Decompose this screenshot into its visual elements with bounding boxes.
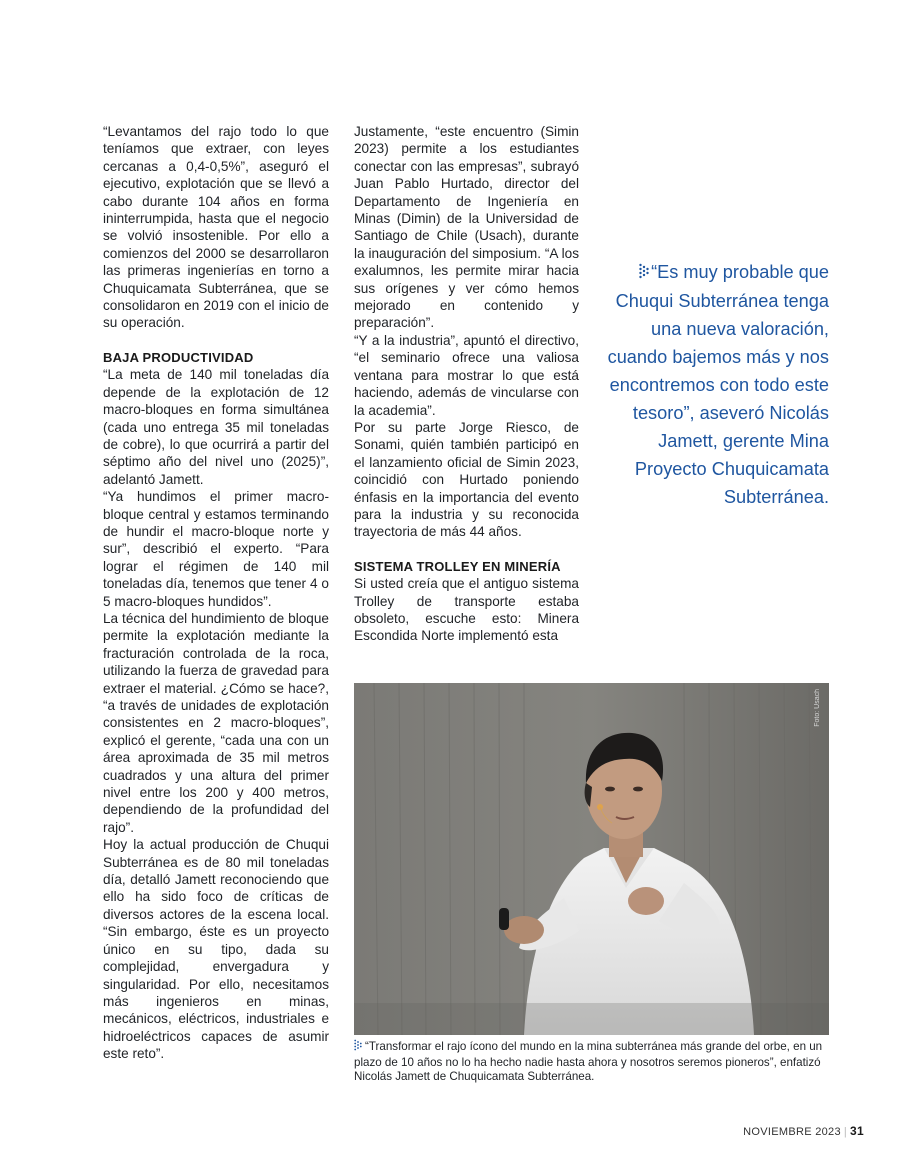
- pull-quote: [599, 258, 829, 511]
- footer-separator: |: [843, 1126, 848, 1138]
- paragraph: Por su parte Jorge Riesco, de Sonami, quién también participó en el lanzamiento oficial de Simin 2023, coincidió con Hurtado poniendo énfasis en la importancia del evento para la industria y su reconocida trayectoria de más 44 años.: [354, 419, 579, 540]
- caption-text: “Transformar el rajo ícono del mundo en la mina subterránea más grande del orbe, en un plazo de 10 años no lo ha hecho nadie hasta ahora y nosotros seremos pioneros”, enfatizó Nicolás Jamett de Chuquicamata Subterránea.: [354, 1040, 823, 1084]
- paragraph: Justamente, “este encuentro (Simin 2023) permite a los estudiantes conectar con las empresas”, subrayó Juan Pablo Hurtado, director del Departamento de Ingeniería en Minas (Dimin) de la Universidad de Santiago de Chile (Usach), durante la inauguración del simposium. “A los exalumnos, les permite mirar hacia sus orígenes y ver cómo hemos mejorado en contenido y preparación”.: [354, 124, 579, 331]
- paragraph: “Y a la industria”, apuntó el directivo, “el seminario ofrece una valiosa ventana para mostrar lo que está haciendo, además de vincularse con la academia”.: [354, 332, 579, 418]
- dots-quote-icon: [639, 259, 649, 287]
- paragraph: La técnica del hundimiento de bloque permite la explotación mediante la fracturación controlada de la roca, utilizando la fuerza de gravedad para extraer el material. ¿Cómo se hace?, “a través de unidades de explotación consistentes en 2 macro-bloques”, explicó el gerente, “cada una con un área aproximada de 35 mil metros cuadrados y una altura del primer nivel entre los 200 y 400 metros, dependiendo de la profundidad del rajo”.: [103, 610, 329, 835]
- pull-quote-text: “Es muy probable que Chuqui Subterránea tenga una nueva valoración, cuando bajemos más y nos encontremos con todo este tesoro”, aseveró Nicolás Jamett, gerente Mina Proyecto Chuquicamata Subterránea.: [607, 262, 829, 508]
- section-heading: SISTEMA TROLLEY EN MINERÍA: [354, 558, 561, 574]
- paragraph: “La meta de 140 mil toneladas día depende de la explotación de 12 macro-bloques en forma simultánea (cada uno entrega 35 mil toneladas de cobre), lo que ocurrirá a partir del séptimo año del nivel uno (2025)”, adelantó Jamett.: [103, 367, 329, 487]
- dots-caption-icon: [354, 1039, 362, 1056]
- left-column: [103, 123, 329, 1063]
- issue-date: NOVIEMBRE 2023: [743, 1126, 841, 1138]
- page-footer: [743, 1124, 864, 1138]
- paragraph: Si usted creía que el antiguo sistema Trolley de transporte estaba obsoleto, escuche esto: Minera Escondida Norte implementó esta: [354, 576, 579, 644]
- photo-credit: Foto: Usach: [814, 689, 821, 727]
- section-heading: BAJA PRODUCTIVIDAD: [103, 349, 254, 365]
- paragraph: “Ya hundimos el primer macro-bloque central y estamos terminando de hundir el macro-bloque norte y sur”, describió el experto. “Para lograr el régimen de 140 mil toneladas día, tenemos que tener 4 o 5 macro-bloques hundidos”.: [103, 489, 329, 609]
- middle-column: [354, 123, 579, 645]
- photo-caption: [354, 1039, 830, 1085]
- paragraph: “Levantamos del rajo todo lo que teníamos que extraer, con leyes cercanas a 0,4-0,5%”, aseguró el ejecutivo, explotación que se llevó a cabo durante 104 años en forma ininterrumpida, hasta que el negocio se volvió insostenible. Por ello a comienzos del 2000 se desarrollaron las primeras ingenierías en torno a Chuquicamata Subterránea, que se consolidaron en 2019 con el inicio de su operación.: [103, 124, 329, 331]
- page-number: 31: [850, 1124, 864, 1138]
- paragraph: Hoy la actual producción de Chuqui Subterránea es de 80 mil toneladas día, detalló Jamett reconociendo que ello ha sido foco de críticas de diversos actores de la escena local. “Sin embargo, éste es un proyecto único en su tipo, dada su complejidad, envergadura y singularidad. Por ello, necesitamos más ingenieros en minas, mecánicos, eléctricos, industriales e hidroeléctricos capaces de asumir este reto”.: [103, 837, 329, 1062]
- speaker-photo: [354, 683, 829, 1035]
